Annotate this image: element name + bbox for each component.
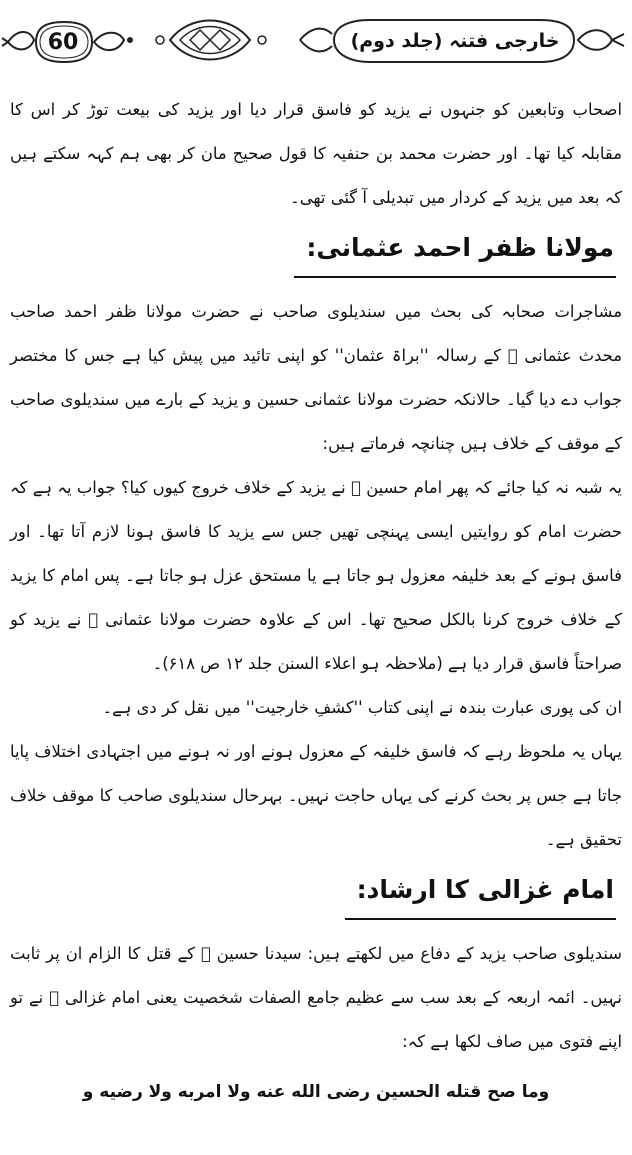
section-heading: مولانا ظفر احمد عثمانی: bbox=[294, 226, 616, 278]
paragraph: یہ شبہ نہ کیا جائے کہ پھر امام حسین ﷛ نے یزید کے خلاف خروج کیوں کیا؟ جواب یہ ہے کہ حضرت امام کو روایتیں ایسی پہنچی تھیں جس سے یزید کا فاسق ہونا لازم آتا تھا۔ اور فاسق ہونے کے بعد خلیفہ معزول ہو جاتا ہے یا مستحق عزل ہو جاتا ہے۔ پس امام کا یزید کے خلاف خروج کرنا بالکل صحیح تھا۔ اس کے علاوہ حضرت مولانا عثمانی ﷫ نے یزید کو صراحتاً فاسق قرار دیا ہے (ملاحظہ ہو اعلاء السنن جلد ۱۲ ص ۶۱۸)۔ bbox=[10, 478, 622, 673]
paragraph: اصحاب وتابعین کو جنہوں نے یزید کو فاسق قرار دیا اور یزید کی بیعت توڑ کر اس کا مقابلہ کیا تھا۔ اور حضرت محمد بن حنفیہ کا قول صحیح مان کر بھی ہم کہہ سکتے ہیں کہ بعد میں یزید کے کردار میں تبدیلی آ گئی تھی۔ bbox=[10, 100, 622, 207]
paragraph: مشاجرات صحابہ کی بحث میں سندیلوی صاحب نے حضرت مولانا ظفر احمد صاحب محدث عثمانی ﷫ کے رسالہ ''براۃ عثمان'' کو اپنی تائید میں پیش کیا ہے جس کا مختصر جواب دے دیا گیا۔ حالانکہ حضرت مولانا عثمانی حسین و یزید کے بارے میں سندیلوی صاحب کے موقف کے خلاف ہیں چنانچہ فرماتے ہیں: bbox=[10, 302, 622, 453]
page-number: 60 bbox=[47, 29, 79, 55]
paragraph: سندیلوی صاحب یزید کے دفاع میں لکھتے ہیں: سیدنا حسین ﷛ کے قتل کا الزام ان پر ثابت نہیں۔ ائمہ اربعہ کے بعد سب سے عظیم جامع الصفات شخصیت یعنی امام غزالی ﷫ نے تو اپنے فتوی میں صاف لکھا ہے کہ: bbox=[10, 944, 622, 1051]
arabic-quote: وما صح قتله الحسين رضى الله عنه ولا امربه ولا رضيه و bbox=[82, 1082, 550, 1102]
section-heading-wrap bbox=[10, 864, 622, 926]
section-heading: امام غزالی کا ارشاد: bbox=[345, 868, 616, 920]
page-content bbox=[10, 88, 622, 1114]
section-heading-wrap bbox=[10, 222, 622, 284]
page-header bbox=[0, 0, 632, 80]
paragraph: ان کی پوری عبارت بندہ نے اپنی کتاب ''کشفِ خارجیت'' میں نقل کر دی ہے۔ bbox=[102, 698, 622, 717]
paragraph: یہاں یہ ملحوظ رہے کہ فاسق خلیفہ کے معزول ہونے اور نہ ہونے میں اجتہادی اختلاف پایا جاتا ہے جس پر بحث کرنے کی یہاں حاجت نہیں۔ بہرحال سندیلوی صاحب کا موقف خلاف تحقیق ہے۔ bbox=[10, 742, 622, 849]
book-title: خارجی فتنہ (جلد دوم) bbox=[350, 30, 560, 52]
